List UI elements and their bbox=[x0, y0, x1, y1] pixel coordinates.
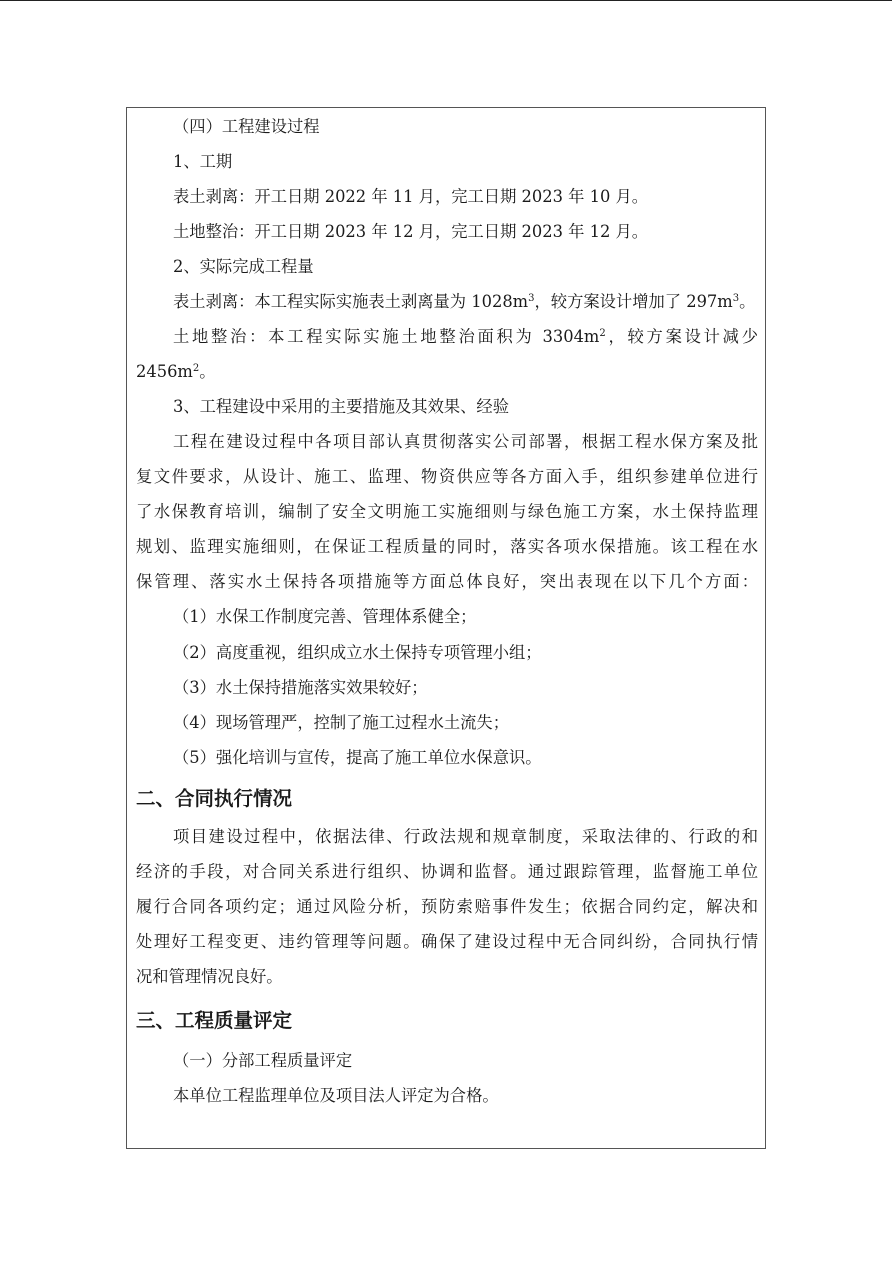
subsection-heading: 2、实际完成工程量 bbox=[173, 257, 314, 276]
subsection-heading: 3、工程建设中采用的主要措施及其效果、经验 bbox=[173, 397, 509, 416]
list-item: （1）水保工作制度完善、管理体系健全； bbox=[173, 607, 477, 626]
section-heading: （四）工程建设过程 bbox=[173, 117, 320, 136]
list-item: （4）现场管理严，控制了施工过程水土流失； bbox=[173, 713, 509, 732]
paragraph-line: 了水保教育培训，编制了安全文明施工实施细则与绿色施工方案，水土保持监理 bbox=[136, 502, 758, 521]
paragraph-line: 复文件要求，从设计、施工、监理、物资供应等各方面入手，组织参建单位进行 bbox=[136, 467, 758, 486]
paragraph-line: $2456m^2$。 bbox=[136, 362, 216, 381]
paragraph-line: 处理好工程变更、违约管理等问题。确保了建设过程中无合同纠纷，合同执行情 bbox=[136, 932, 758, 951]
section-title: 三、工程质量评定 bbox=[136, 1009, 293, 1032]
list-item: （3）水土保持措施落实效果较好； bbox=[173, 678, 428, 697]
subsection-heading: 1、工期 bbox=[173, 152, 233, 171]
paragraph-line: 规划、监理实施细则，在保证工程质量的同时，落实各项水保措施。该工程在水 bbox=[136, 537, 758, 556]
list-item: （2）高度重视，组织成立水土保持专项管理小组； bbox=[173, 643, 542, 662]
paragraph-line: 况和管理情况良好。 bbox=[136, 967, 283, 986]
page-top-border bbox=[0, 0, 892, 1]
paragraph-line: 履行合同各项约定；通过风险分析，预防索赔事件发生；依据合同约定，解决和 bbox=[136, 897, 758, 916]
paragraph-line: 土地整治：开工日期 2023 年 12 月，完工日期 2023 年 12 月。 bbox=[173, 222, 649, 241]
paragraph-line: 表土剥离：开工日期 2022 年 11 月，完工日期 2023 年 10 月。 bbox=[173, 187, 649, 206]
paragraph-line: 经济的手段，对合同关系进行组织、协调和监督。通过跟踪管理，监督施工单位 bbox=[136, 862, 758, 881]
paragraph-line: 土地整治：本工程实际实施土地整治面积为 $3304m^2$，较方案设计减少 bbox=[173, 327, 758, 346]
section-title: 二、合同执行情况 bbox=[136, 787, 293, 810]
paragraph-line: 保管理、落实水土保持各项措施等方面总体良好，突出表现在以下几个方面： bbox=[136, 572, 758, 591]
paragraph-line: 项目建设过程中，依据法律、行政法规和规章制度，采取法律的、行政的和 bbox=[173, 827, 758, 846]
subsection-heading: （一）分部工程质量评定 bbox=[173, 1051, 353, 1070]
paragraph-line: 表土剥离：本工程实际实施表土剥离量为 $1028m^3$，较方案设计增加了 $297m^3$。 bbox=[173, 292, 756, 311]
list-item: （5）强化培训与宣传，提高了施工单位水保意识。 bbox=[173, 748, 542, 767]
paragraph-line: 本单位工程监理单位及项目法人评定为合格。 bbox=[173, 1086, 499, 1105]
paragraph-line: 工程在建设过程中各项目部认真贯彻落实公司部署，根据工程水保方案及批 bbox=[173, 432, 758, 451]
